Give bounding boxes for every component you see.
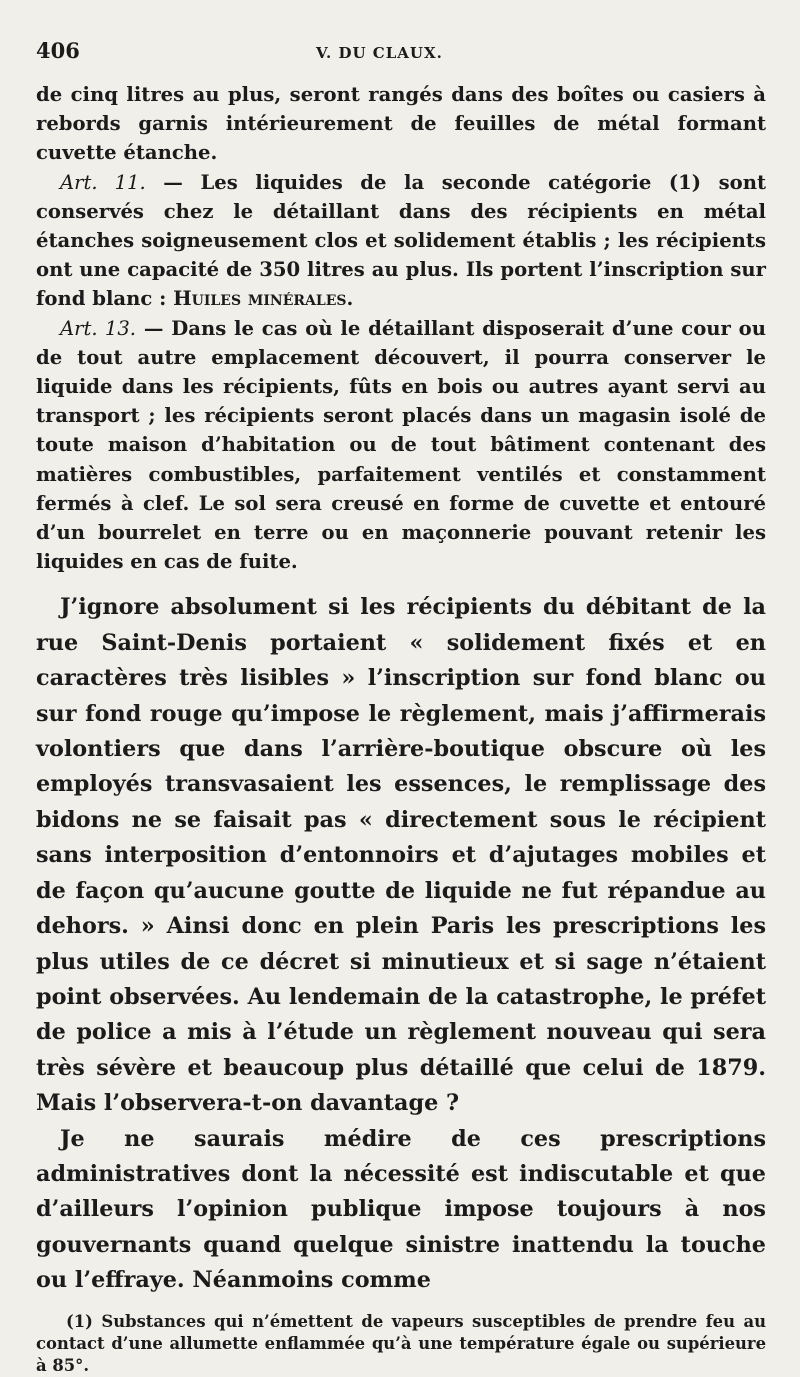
main-text <box>36 590 766 1298</box>
article-11-text: — Les liquides de la seconde catégorie (1) sont conservés chez le détaillant dans des récipients en métal étanches soigneusement clos et solidement établis ; les récipients ont une capacité de 350 litres au plus. Ils portent l’inscription sur fond blanc : <box>36 170 766 311</box>
article-13 <box>36 314 766 577</box>
footnote <box>36 1311 766 1377</box>
article-13-text: — Dans le cas où le détaillant disposerait d’une cour ou de tout autre emplacement découvert, il pourra conserver le liquide dans les récipients, fûts en bois ou autres ayant servi au transport ; les récipients seront placés dans un magasin isolé de toute maison d’habitation ou de tout bâtiment contenant des matières combustibles, parfaitement ventilés et constamment fermés à clef. Le sol sera creusé en forme de cuvette et entouré d’un bourrelet en terre ou en maçonnerie pouvant retenir les liquides en cas de fuite. <box>36 316 766 574</box>
article-11 <box>36 168 766 314</box>
article-13-label: Art. 13. <box>60 316 137 340</box>
article-11-label: Art. 11. <box>60 170 146 194</box>
running-title: V. DU CLAUX. <box>316 44 443 62</box>
page-number: 406 <box>36 38 80 63</box>
regulation-paragraph-0: de cinq litres au plus, seront rangés dans des boîtes ou casiers à rebords garnis intérieurement de feuilles de métal formant cuvette étanche. <box>36 83 766 165</box>
article-11-inscription: Huiles minérales. <box>173 287 354 311</box>
footnote-text: (1) Substances qui n’émettent de vapeurs susceptibles de prendre feu au contact d’une allumette enflammée qu’à une température égale ou supérieure à 85°. <box>36 1311 766 1375</box>
body-paragraph-1: J’ignore absolument si les récipients du débitant de la rue Saint-Denis portaient « solidement fixés et en caractères très lisibles » l’inscription sur fond blanc ou sur fond rouge qu’impose le règlement, mais j’affirmerais volontiers que dans l’arrière-boutique obscure où les employés transvasaient les essences, le remplissage des bidons ne se faisait pas « directement sous le récipient sans interposition d’entonnoirs et d’ajutages mobiles et de façon qu’aucune goutte de liquide ne fut répandue au dehors. » Ainsi donc en plein Paris les prescriptions les plus utiles de ce décret si minutieux et si sage n’étaient point observées. Au lendemain de la catastrophe, le préfet de police a mis à l’étude un règlement nouveau qui sera très sévère et beaucoup plus détaillé que celui de 1879. Mais l’observera-t-on davantage ? <box>36 594 766 1117</box>
page-header <box>36 38 766 72</box>
regulation-excerpt <box>36 80 766 576</box>
body-paragraph-2: Je ne saurais médire de ces prescriptions administratives dont la nécessité est indiscutable et que d’ailleurs l’opinion publique impose toujours à nos gouvernants quand quelque sinistre inattendu la touche ou l’effraye. Néanmoins comme <box>36 1125 766 1294</box>
